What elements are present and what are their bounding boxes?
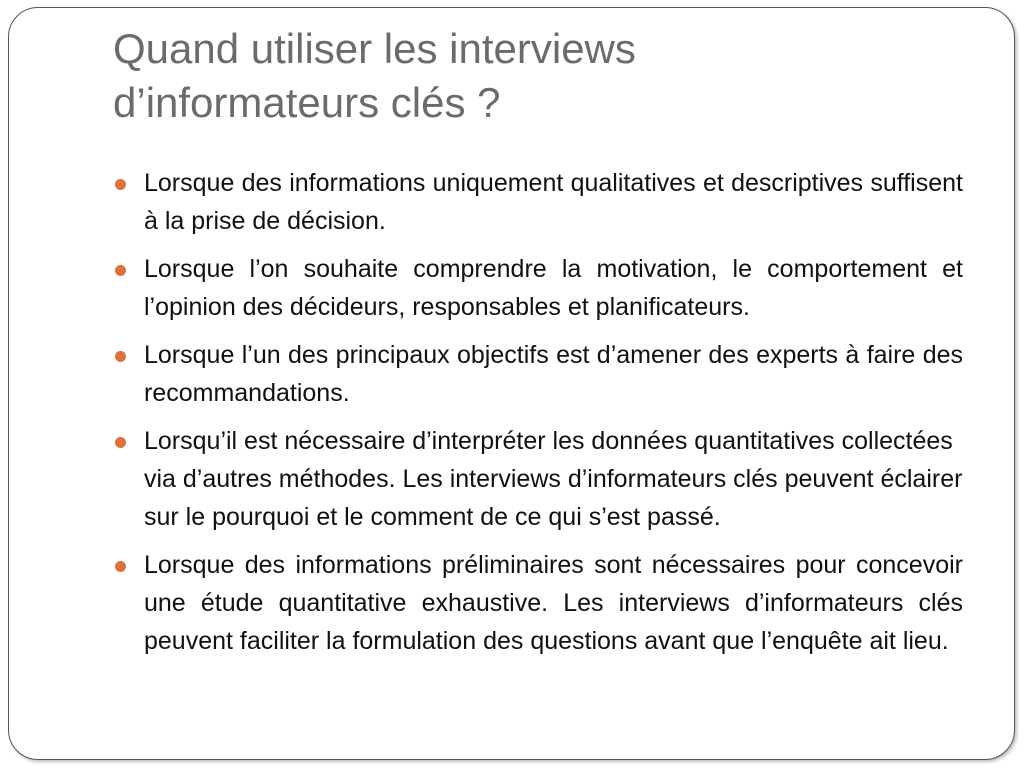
bullet-text-2: Lorsque l’on souhaite comprendre la motivation, le comportement et l’opinion des décideurs, responsables et planificateurs.: [144, 255, 963, 321]
bullet-text-4: Lorsqu’il est nécessaire d’interpréter les données quantitatives collectées via d’autres méthodes. Les interviews d’informateurs clés peuvent éclairer sur le pourquoi et le comment de ce qui s’est passé.: [144, 427, 963, 531]
slide-title-line-1: Quand utiliser les interviews: [113, 25, 636, 72]
bullet-item-3: [115, 336, 963, 412]
bullet-list: [115, 164, 963, 670]
bullet-item-4: [115, 422, 963, 536]
bullet-dot-icon: [115, 351, 126, 362]
bullet-item-2: [115, 250, 963, 326]
slide-title: [113, 22, 973, 130]
bullet-dot-icon: [115, 179, 126, 190]
bullet-text-5: Lorsque des informations préliminaires sont nécessaires pour concevoir une étude quantitative exhaustive. Les interviews d’informateurs clés peuvent faciliter la formulation des questions avant que l’enquête ait lieu.: [144, 551, 963, 655]
bullet-text-1: Lorsque des informations uniquement qualitatives et descriptives suffisent à la prise de décision.: [144, 169, 963, 235]
bullet-item-1: [115, 164, 963, 240]
bullet-dot-icon: [115, 561, 126, 572]
bullet-dot-icon: [115, 265, 126, 276]
slide-title-line-2: d’informateurs clés ?: [113, 79, 501, 126]
bullet-item-5: [115, 546, 963, 660]
bullet-dot-icon: [115, 437, 126, 448]
bullet-text-3: Lorsque l’un des principaux objectifs est d’amener des experts à faire des recommandations.: [144, 341, 963, 407]
